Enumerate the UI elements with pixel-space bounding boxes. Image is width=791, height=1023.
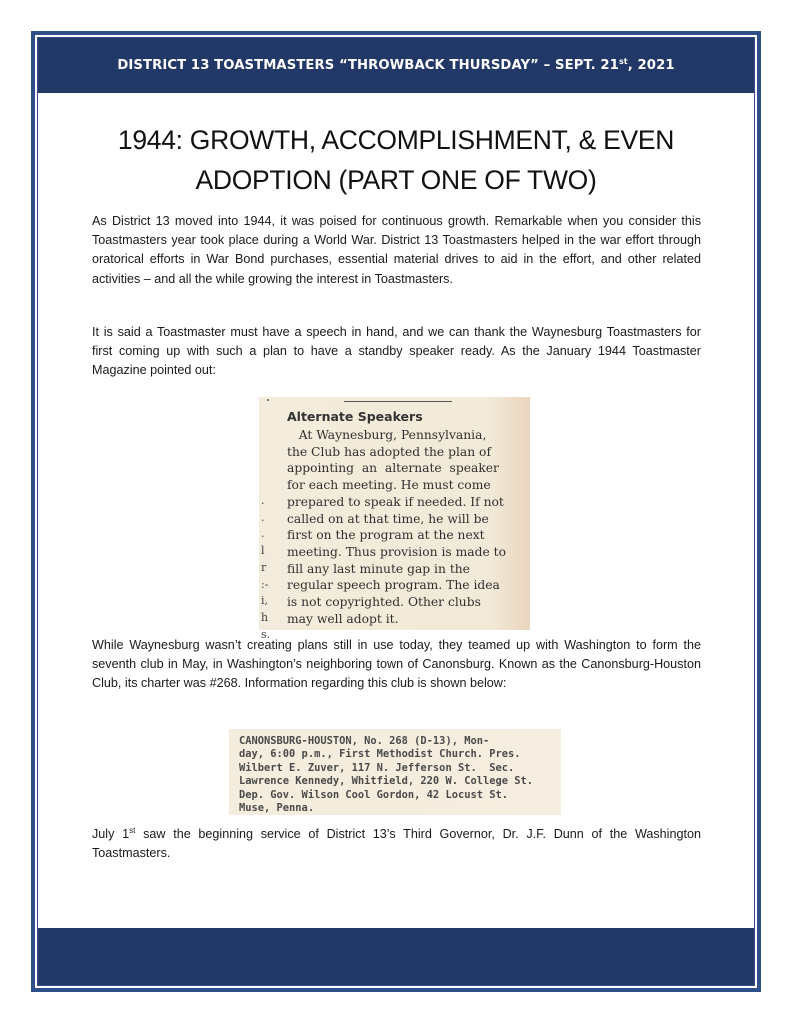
p4-suffix: saw the beginning service of District 13’s Third Governor, Dr. J.F. Dunn of the Washington Toastmasters. — [92, 827, 701, 861]
clipping-body — [287, 427, 527, 627]
column-fragment: s. — [261, 627, 271, 641]
clipping-line: Dep. Gov. Wilson Cool Gordon, 42 Locust St. — [239, 788, 508, 801]
clipping-line: meeting. Thus provision is made to — [287, 544, 507, 559]
clipping-rule-line — [344, 401, 452, 402]
page-title — [58, 120, 734, 200]
clipping-speck — [267, 399, 269, 401]
clipping-line: day, 6:00 p.m., First Methodist Church. Pres. — [239, 748, 521, 761]
column-fragment: r — [261, 560, 267, 574]
clipping-line: regular speech program. The idea — [287, 578, 500, 593]
page-frame-inner — [37, 37, 755, 986]
header-banner — [38, 38, 754, 93]
clipping-line: Lawrence Kennedy, Whitfield, 220 W. College St. — [239, 775, 534, 788]
clipping-line: Muse, Penna. — [239, 802, 315, 815]
clipping-adjacent-column-fragments — [261, 493, 273, 643]
clipping-line: for each meeting. He must come — [287, 478, 491, 493]
header-banner-text — [117, 58, 674, 73]
clipping-line: CANONSBURG-HOUSTON, No. 268 (D-13), Mon- — [239, 735, 490, 747]
clipping-heading: Alternate Speakers — [287, 409, 423, 424]
newspaper-clipping-alternate-speakers — [259, 397, 530, 641]
clipping-body — [239, 735, 557, 815]
clipping-line: first on the program at the next — [287, 528, 485, 543]
column-fragment: . — [261, 510, 265, 524]
clipping-line: At Waynesburg, Pennsylvania, — [287, 428, 487, 442]
column-fragment: l — [261, 544, 265, 558]
clipping-line: Wilbert E. Zuver, 117 N. Jefferson St. Sec. — [239, 761, 515, 774]
title-line-1: 1944: GROWTH, ACCOMPLISHMENT, & EVEN — [117, 125, 675, 155]
paragraph-standby-speaker: It is said a Toastmaster must have a speech in hand, and we can thank the Waynesburg Toastmasters for first coming up with such a plan to have a standby speaker ready. As the January 1944 Toastmaster Magazine pointed out: — [92, 325, 701, 378]
clipping-line: appointing an alternate speaker — [287, 461, 499, 476]
column-fragment: :- — [261, 577, 269, 591]
clipping-line: fill any last minute gap in the — [287, 561, 470, 576]
clipping-line: is not copyrighted. Other clubs — [287, 595, 481, 610]
paragraph-intro: As District 13 moved into 1944, it was poised for continuous growth. Remarkable when you consider this Toastmasters year took place during a World War. District 13 Toastmasters helped in the war effort through oratorical efforts in War Bond purchases, essential material drives to aid in the effort, and other related activities – and all the while growing the interest in Toastmasters. — [92, 214, 701, 286]
column-fragment: h — [261, 610, 269, 624]
column-fragment: . — [261, 527, 265, 541]
p4-prefix: July 1 — [92, 827, 130, 841]
column-fragment: i, — [261, 594, 269, 608]
footer-banner — [38, 928, 754, 985]
newspaper-clipping-canonsburg-houston — [229, 729, 561, 815]
p4-ordinal-suffix: st — [129, 826, 136, 835]
banner-prefix: DISTRICT 13 TOASTMASTERS “THROWBACK THURSDAY” – SEPT. 21 — [117, 58, 619, 73]
clipping-line: the Club has adopted the plan of — [287, 444, 492, 459]
clipping-line: called on at that time, he will be — [287, 511, 489, 526]
paragraph-canonsburg: While Waynesburg wasn’t creating plans still in use today, they teamed up with Washington to form the seventh club in May, in Washington’s neighboring town of Canonsburg. Known as the Canonsburg-Houston Club, its charter was #268. Information regarding this club is shown below: — [92, 638, 701, 691]
page-frame — [31, 31, 761, 992]
paragraph-third-governor — [92, 825, 701, 863]
clipping-line: may well adopt it. — [287, 611, 399, 626]
clipping-line: prepared to speak if needed. If not — [287, 494, 504, 509]
column-fragment: . — [261, 494, 265, 507]
title-line-2: ADOPTION (PART ONE OF TWO) — [195, 165, 597, 195]
banner-year: , 2021 — [627, 58, 675, 73]
banner-date-suffix: st — [618, 57, 628, 66]
